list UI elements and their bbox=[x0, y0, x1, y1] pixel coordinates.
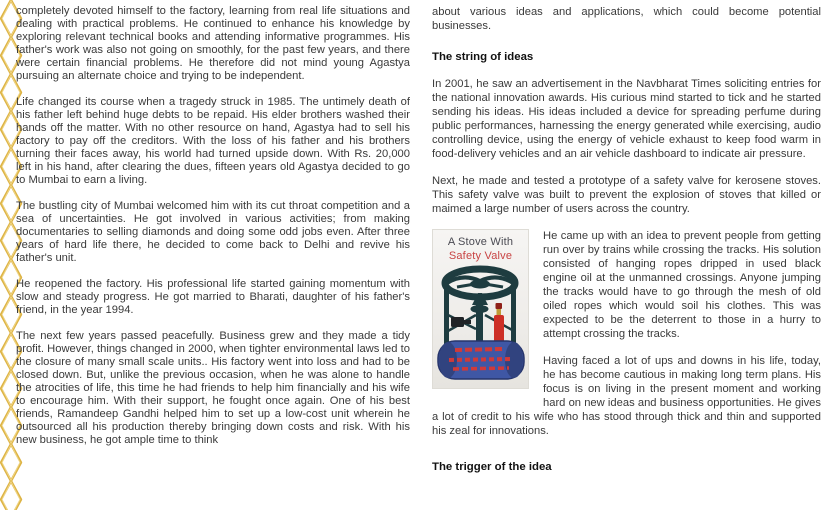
section-heading-string-of-ideas: The string of ideas bbox=[432, 51, 534, 63]
paragraph-business-2000: The next few years passed peacefully. Business grew and they made a tidy profit. However, things changed in 2000, when tighter environmental laws led to the closure of many small scale units.. His factory went into loss and had to be closed down. But, unlike the previous occasion, when he was alone to handle the atrocities of life, this time he had friends to help him financially and his wife to encourage him. With their support, he fought once again. One of his best friends, Ramandeep Gandhi helped him to set up a low-cost unit wherein he outsourced all his production thereby bringing down costs and risk. With his new business, he got ample time to think bbox=[16, 330, 410, 446]
paragraph-safety-valve: Next, he made and tested a prototype of a safety valve for kerosene stoves. This safety valve was built to prevent the explosion of stoves that killed or maimed a large number of users across the country. bbox=[432, 175, 821, 215]
figure-text-wrap-block bbox=[432, 229, 821, 438]
paragraph-mumbai: The bustling city of Mumbai welcomed him with its cut throat competition and a sea of uncertainties. He got involved in various activities; from making documentaries to selling diamonds and doing some odd jobs even. After three years of hard life there, he decided to come back to Delhi and revive his father's unit. bbox=[16, 200, 410, 264]
right-text-column bbox=[432, 0, 821, 487]
caption-line-2: Safety Valve bbox=[448, 250, 513, 262]
paragraph-navbharat-2001: In 2001, he saw an advertisement in the Navbharat Times soliciting entries for the national innovation awards. His curious mind started to tick and he started sending his ideas. His ideas included a device for spreading perfume during public performances, harnessing the energy generated while exercising, audio controlling device, using the energy of vehicle exhaust to keep food warm in food-delivery vehicles and an air vehicle dashboard to indicate air pressure. bbox=[432, 78, 821, 160]
paragraph-tragedy-1985: Life changed its course when a tragedy struck in 1985. The untimely death of his father left behind huge debts to be repaid. His elder brothers washed their hands off the matter. With no other resource on hand, Agastya had to sell his factory to pay off the creditors. With the loss of his father and his brothers turning their faces away, his world had turned upside down. With Rs. 20,000 left in his hand, after clearing the dues, fifteen years old Agastya decided to go to Mumbai to earn a living. bbox=[16, 96, 410, 186]
section-heading-trigger-of-idea: The trigger of the idea bbox=[432, 461, 552, 473]
paragraph-factory-devotion: completely devoted himself to the factory, learning from real life situations and dealing with practical problems. He continued to enhance his knowledge by exploring relevant technical books and attending informative programmes. His father's work was also not going on smoothly, for the past few years, and there were certain financial problems. He therefore did not mind young Agastya pursuing an alternate choice and trying to be independent. bbox=[16, 5, 410, 82]
stove-figure-caption bbox=[448, 230, 513, 263]
paragraph-reopened-factory: He reopened the factory. His professional life started gaining momentum with slow and steady progress. He got married to Bharati, daughter of his father's friend, in the year 1994. bbox=[16, 278, 410, 316]
paragraph-train-crossing-idea: He came up with an idea to prevent people from getting run over by trains while crossing the tracks. His solution consisted of hanging ropes dripped in used black engine oil at the unmanned crossings. Anyone jumping the tracks would have to go through the mesh of old oiled ropes which would soil his clothes. This was expected to be the deterrent to those in a hurry to attempt crossing the tracks. bbox=[543, 230, 821, 340]
paragraph-intro-continuation: about various ideas and applications, which could become potential businesses. bbox=[432, 6, 821, 32]
caption-line-1: A Stove With bbox=[447, 236, 514, 248]
paragraph-ups-and-downs: Having faced a lot of ups and downs in his life, today, he has become cautious in making long term plans. His focus is on living in the present moment and working hard on new ideas and business opportunities. He gives a lot of credit to his wife who has stood through thick and thin and supported his zeal for innovations. bbox=[432, 355, 821, 437]
stove-photo-illustration bbox=[433, 265, 528, 381]
left-text-column bbox=[16, 0, 410, 460]
stove-figure bbox=[432, 229, 529, 389]
